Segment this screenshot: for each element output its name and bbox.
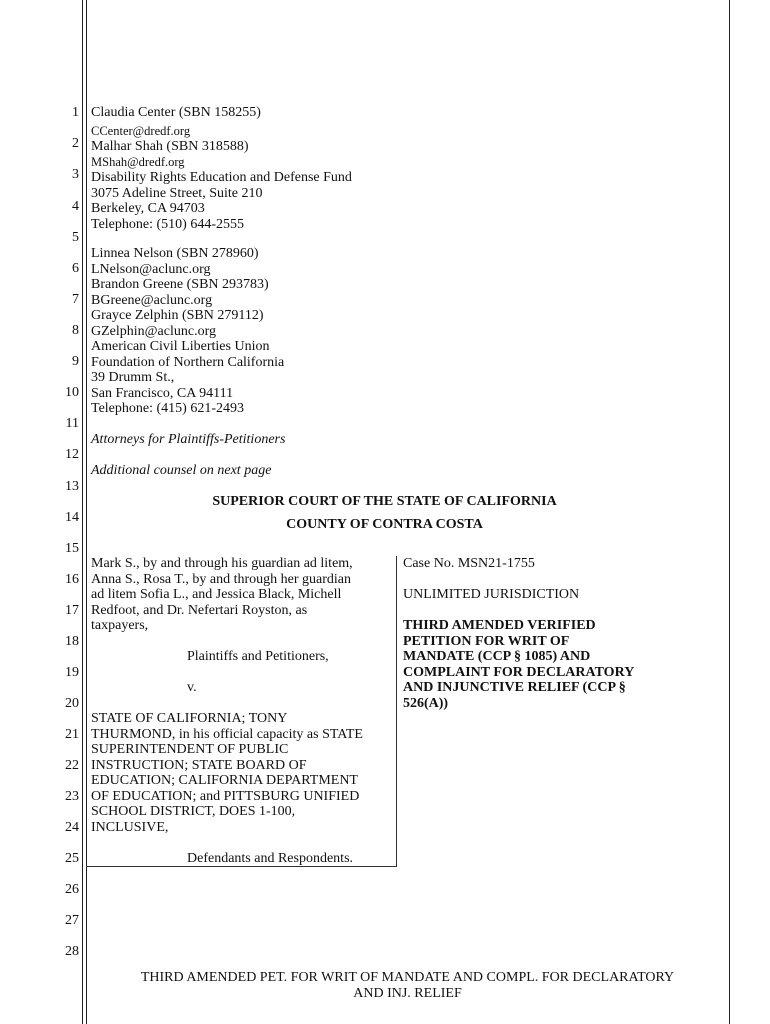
line-number: 2 xyxy=(72,136,79,151)
counsel-line: Telephone: (415) 621-2493 xyxy=(91,401,244,416)
counsel-line: Linnea Nelson (SBN 278960) xyxy=(91,246,259,261)
attorney-email[interactable]: MShah@dredf.org xyxy=(91,155,185,169)
defendant-line: OF EDUCATION; and PITTSBURG UNIFIED xyxy=(91,789,360,804)
plaintiff-line: ad litem Sofia L., and Jessica Black, Michell xyxy=(91,587,342,602)
caption-divider-vertical xyxy=(396,556,397,866)
attorney-name: Claudia Center (SBN 158255) xyxy=(91,105,261,120)
counsel-line[interactable]: LNelson@aclunc.org xyxy=(91,262,211,277)
plaintiffs-role: Plaintiffs and Petitioners, xyxy=(187,649,329,664)
plaintiff-line: taxpayers, xyxy=(91,618,149,633)
street-address: 3075 Adeline Street, Suite 210 xyxy=(91,186,263,201)
county-name: COUNTY OF CONTRA COSTA xyxy=(286,517,483,532)
line-number: 6 xyxy=(72,261,79,276)
line-number: 18 xyxy=(65,634,79,649)
counsel-line[interactable]: BGreene@aclunc.org xyxy=(91,293,213,308)
document-title-line: AND INJUNCTIVE RELIEF (CCP § xyxy=(403,680,626,695)
line-number: 13 xyxy=(65,479,79,494)
additional-counsel-note: Additional counsel on next page xyxy=(91,463,272,478)
left-margin-rule-inner xyxy=(86,0,87,1024)
left-margin-rule-outer xyxy=(82,0,83,1024)
defendant-line: EDUCATION; CALIFORNIA DEPARTMENT xyxy=(91,773,358,788)
counsel-line: San Francisco, CA 94111 xyxy=(91,386,234,401)
plaintiff-line: Mark S., by and through his guardian ad litem, xyxy=(91,556,353,571)
line-number: 28 xyxy=(65,944,79,959)
line-number: 22 xyxy=(65,758,79,773)
line-number: 23 xyxy=(65,789,79,804)
attorney-email[interactable]: CCenter@dredf.org xyxy=(91,124,191,138)
defendant-line: SCHOOL DISTRICT, DOES 1-100, xyxy=(91,804,296,819)
line-number: 12 xyxy=(65,447,79,462)
footer-title-line: THIRD AMENDED PET. FOR WRIT OF MANDATE AND COMPL. FOR DECLARATORY xyxy=(140,970,675,985)
line-number: 14 xyxy=(65,510,79,525)
right-margin-rule xyxy=(729,0,730,1024)
jurisdiction: UNLIMITED JURISDICTION xyxy=(403,587,580,602)
line-number: 24 xyxy=(65,820,79,835)
line-number: 4 xyxy=(72,199,79,214)
attorneys-for-label: Attorneys for Plaintiffs-Petitioners xyxy=(91,432,286,447)
defendant-line: INSTRUCTION; STATE BOARD OF xyxy=(91,758,307,773)
footer-title-line: AND INJ. RELIEF xyxy=(353,986,462,1001)
line-number: 9 xyxy=(72,354,79,369)
document-title-line: THIRD AMENDED VERIFIED xyxy=(403,618,596,633)
caption-divider-horizontal xyxy=(86,866,397,867)
document-title-line: MANDATE (CCP § 1085) AND xyxy=(403,649,591,664)
attorney-name: Malhar Shah (SBN 318588) xyxy=(91,139,249,154)
document-title-line: COMPLAINT FOR DECLARATORY xyxy=(403,665,635,680)
telephone: Telephone: (510) 644-2555 xyxy=(91,217,244,232)
counsel-line: Brandon Greene (SBN 293783) xyxy=(91,277,269,292)
line-number: 7 xyxy=(72,292,79,307)
document-title-line: PETITION FOR WRIT OF xyxy=(403,634,570,649)
defendant-line: THURMOND, in his official capacity as STATE xyxy=(91,727,363,742)
line-number: 5 xyxy=(72,230,79,245)
defendant-line: INCLUSIVE, xyxy=(91,820,169,835)
court-name: SUPERIOR COURT OF THE STATE OF CALIFORNIA xyxy=(212,494,557,509)
versus: v. xyxy=(187,680,197,695)
line-number: 26 xyxy=(65,882,79,897)
line-number: 8 xyxy=(72,323,79,338)
line-number: 27 xyxy=(65,913,79,928)
counsel-line: Foundation of Northern California xyxy=(91,355,285,370)
counsel-line[interactable]: GZelphin@aclunc.org xyxy=(91,324,216,339)
organization-name: Disability Rights Education and Defense Fund xyxy=(91,170,352,185)
city-address: Berkeley, CA 94703 xyxy=(91,201,205,216)
line-number: 15 xyxy=(65,541,79,556)
line-number: 3 xyxy=(72,167,79,182)
line-number: 11 xyxy=(65,416,79,431)
line-number: 16 xyxy=(65,572,79,587)
case-number: Case No. MSN21-1755 xyxy=(403,556,535,571)
line-number: 19 xyxy=(65,665,79,680)
plaintiff-line: Anna S., Rosa T., by and through her guardian xyxy=(91,572,351,587)
defendant-line: SUPERINTENDENT OF PUBLIC xyxy=(91,742,289,757)
counsel-line: Grayce Zelphin (SBN 279112) xyxy=(91,308,264,323)
line-number: 1 xyxy=(72,105,79,120)
line-number: 21 xyxy=(65,727,79,742)
line-number: 10 xyxy=(65,385,79,400)
plaintiff-line: Redfoot, and Dr. Nefertari Royston, as xyxy=(91,603,308,618)
counsel-line: American Civil Liberties Union xyxy=(91,339,270,354)
defendants-role: Defendants and Respondents. xyxy=(187,851,354,866)
document-title-line: 526(A)) xyxy=(403,696,449,711)
line-number: 17 xyxy=(65,603,79,618)
defendant-line: STATE OF CALIFORNIA; TONY xyxy=(91,711,288,726)
counsel-line: 39 Drumm St., xyxy=(91,370,175,385)
line-number: 25 xyxy=(65,851,79,866)
line-number: 20 xyxy=(65,696,79,711)
